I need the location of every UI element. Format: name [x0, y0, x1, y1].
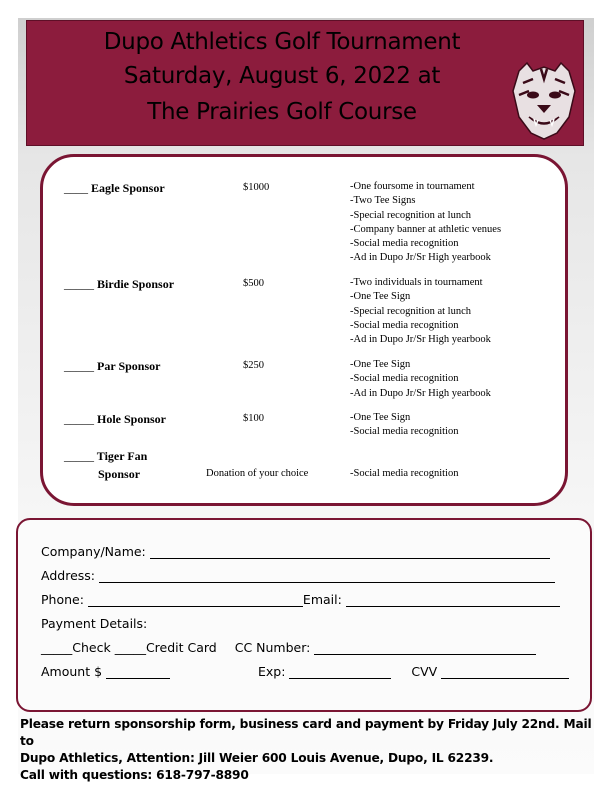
tier-blank: _____: [64, 449, 94, 463]
footer-line-3: Call with questions: 618-797-8890: [20, 768, 249, 782]
return-instructions: [20, 716, 596, 784]
amount-row: [41, 664, 170, 679]
title-line-3: The Prairies Golf Course: [147, 99, 417, 125]
tier-benefits: [350, 358, 491, 401]
company-row: [41, 544, 550, 559]
cvv-label: CVV: [411, 664, 438, 679]
benefit-item: -Two individuals in tournament: [350, 277, 483, 288]
benefit-item: -Social media recognition: [350, 426, 459, 438]
exp-cvv-row: [258, 664, 569, 679]
benefit-item: -Ad in Dupo Jr/Sr High yearbook: [350, 387, 491, 399]
footer-line-1: Please return sponsorship form, business card and payment by Friday July 22nd. Mail to: [20, 717, 592, 748]
benefit-item: -Two Tee Signs: [350, 195, 416, 207]
tier-name-line-2: Sponsor: [98, 467, 141, 481]
sponsorship-form: [16, 518, 592, 712]
tier-name: Hole Sponsor: [97, 412, 167, 426]
tier-blank: _____: [64, 277, 94, 291]
phone-field[interactable]: [88, 593, 303, 607]
benefit-item: -Special recognition at lunch: [350, 305, 472, 317]
benefit-item: -One Tee Sign: [350, 359, 411, 370]
phone-label: Phone:: [41, 592, 84, 607]
credit-card-label: Credit Card: [145, 640, 217, 655]
benefit-item: -One Tee Sign: [350, 412, 411, 423]
company-label: Company/Name:: [41, 544, 146, 559]
benefit-item: -Company banner at athletic venues: [350, 223, 502, 235]
footer-line-2: Dupo Athletics, Attention: Jill Weier 600 Louis Avenue, Dupo, IL 62239.: [20, 751, 494, 765]
tier-price: Donation of your choice: [206, 468, 309, 479]
payment-method-row: [41, 640, 536, 655]
address-field[interactable]: [99, 569, 555, 583]
tier-price: $250: [243, 360, 264, 371]
benefit-item: -Social media recognition: [350, 468, 459, 479]
tier-name-line-1: Tiger Fan: [96, 449, 148, 463]
tier-benefits: [350, 411, 458, 440]
payment-details-row: [41, 616, 147, 631]
benefit-item: -Ad in Dupo Jr/Sr High yearbook: [350, 252, 491, 264]
tier-price: $100: [243, 413, 264, 424]
tiger-mascot-logo: [511, 61, 577, 141]
email-label: Email:: [302, 592, 342, 607]
company-field[interactable]: [150, 545, 550, 559]
exp-field[interactable]: [289, 665, 391, 679]
cc-number-field[interactable]: [314, 641, 536, 655]
amount-label: Amount $: [41, 664, 103, 679]
tier-blank: ____: [64, 181, 88, 195]
benefit-item: -Social media recognition: [350, 319, 459, 331]
tier-name: Birdie Sponsor: [97, 277, 175, 291]
title-line-1: Dupo Athletics Golf Tournament: [103, 29, 461, 55]
amount-field[interactable]: [106, 665, 170, 679]
tier-blank: _____: [64, 412, 94, 426]
address-row: [41, 568, 555, 583]
tier-blank: _____: [64, 359, 94, 373]
payment-details-label: Payment Details:: [41, 616, 148, 631]
credit-card-blank: _____: [114, 640, 146, 655]
phone-email-row: [41, 592, 560, 607]
benefit-item: -Ad in Dupo Jr/Sr High yearbook: [350, 334, 491, 346]
header-banner: [26, 20, 584, 146]
check-label: Check: [72, 640, 111, 655]
cc-number-label: CC Number:: [234, 640, 311, 655]
tier-name: Par Sponsor: [97, 359, 161, 373]
tier-price: $500: [243, 278, 264, 289]
address-label: Address:: [41, 568, 95, 583]
benefit-item: -One Tee Sign: [350, 291, 411, 303]
benefit-item: -Social media recognition: [350, 373, 459, 385]
tier-price: $1000: [243, 182, 270, 193]
credit-card-option[interactable]: [115, 640, 217, 655]
tier-benefits: [350, 180, 501, 266]
check-blank: _____: [41, 640, 73, 655]
benefit-item: -One foursome in tournament: [350, 181, 475, 192]
exp-label: Exp:: [258, 664, 286, 679]
benefit-item: -Special recognition at lunch: [350, 209, 472, 221]
sponsor-levels-panel: [40, 154, 568, 506]
check-option[interactable]: [41, 640, 111, 655]
benefit-item: -Social media recognition: [350, 238, 459, 250]
tier-name: Eagle Sponsor: [91, 181, 165, 195]
title-line-2: Saturday, August 6, 2022 at: [123, 63, 441, 89]
tier-benefits: [350, 276, 491, 347]
email-field[interactable]: [346, 593, 560, 607]
cvv-field[interactable]: [441, 665, 569, 679]
tier-benefits: [350, 467, 458, 481]
